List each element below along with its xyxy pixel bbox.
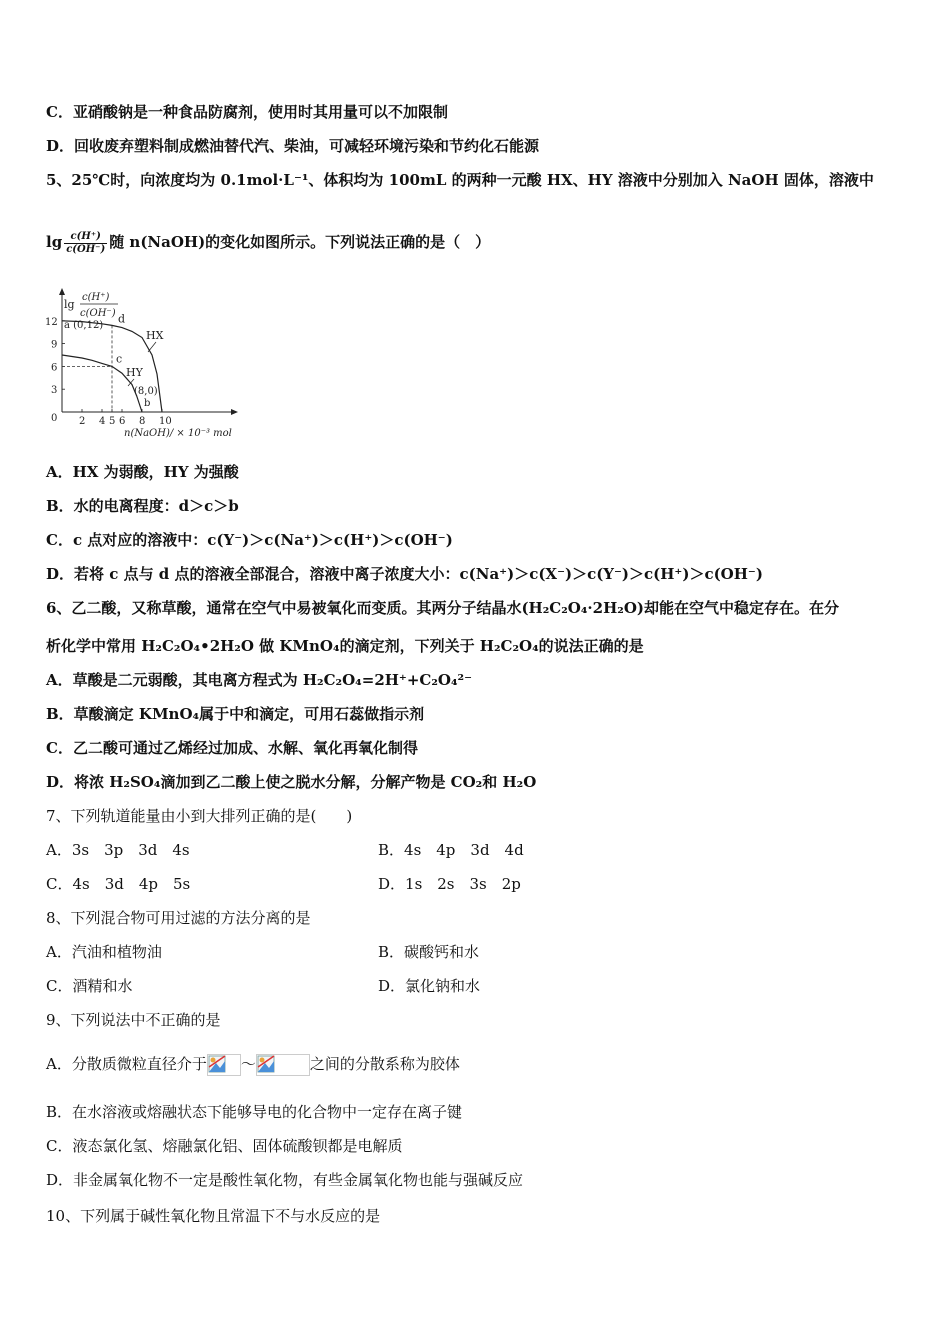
- question-9-stem: 9、下列说法中不正确的是: [46, 1011, 221, 1029]
- q6-option-a: A．草酸是二元弱酸，其电离方程式为 H₂C₂O₄=2H⁺+C₂O₄²⁻: [46, 671, 473, 689]
- titration-chart: [42, 286, 252, 446]
- q6-option-d: D．将浓 H₂SO₄滴加到乙二酸上使之脱水分解，分解产物是 CO₂和 H₂O: [46, 773, 537, 791]
- question-6-stem-cont: 析化学中常用 H₂C₂O₄•2H₂O 做 KMnO₄的滴定剂，下列关于 H₂C₂O₄的说法正确的是: [46, 637, 644, 655]
- y-label-den: c(OH⁻): [80, 308, 116, 319]
- series-label-hx-leader: [148, 342, 156, 352]
- fraction-numerator: c(H⁺): [64, 231, 107, 244]
- q8-option-c: C．酒精和水: [46, 977, 133, 995]
- q9-option-a: [46, 1046, 460, 1082]
- series-label-hy-leader: [128, 379, 134, 386]
- y-tick-label: 6: [51, 362, 58, 374]
- q8-option-a: A．汽油和植物油: [46, 943, 162, 961]
- q9a-prefix: A．分散质微粒直径介于: [46, 1055, 207, 1073]
- point-label-c: c: [116, 352, 123, 366]
- q5-option-b: B．水的电离程度：d＞c＞b: [46, 497, 239, 515]
- q9-option-d: D．非金属氧化物不一定是酸性氧化物，有些金属氧化物也能与强碱反应: [46, 1171, 524, 1189]
- point-label-8-0: (8,0): [134, 386, 158, 397]
- q8-option-d: D．氯化钠和水: [378, 977, 481, 995]
- chart-guides: [62, 325, 112, 412]
- broken-image-icon: [256, 1054, 310, 1076]
- y-tick-label: 12: [45, 316, 58, 328]
- lg-prefix: lg: [46, 233, 63, 251]
- q6-option-b: B．草酸滴定 KMnO₄属于中和滴定，可用石蕊做指示剂: [46, 705, 425, 723]
- q5-option-c: C．c 点对应的溶液中：c(Y⁻)＞c(Na⁺)＞c(H⁺)＞c(OH⁻): [46, 531, 453, 549]
- q5-option-d: D．若将 c 点与 d 点的溶液全部混合，溶液中离子浓度大小：c(Na⁺)＞c(X⁻)＞c(Y⁻)＞c(H⁺)＞c(OH⁻): [46, 565, 763, 583]
- q9-option-c: C．液态氯化氢、熔融氯化铝、固体硫酸钡都是电解质: [46, 1137, 403, 1155]
- q9a-tilde: ～: [240, 1055, 256, 1073]
- stem-suffix: 随 n(NaOH)的变化如图所示。下列说法正确的是（ ）: [109, 233, 491, 251]
- q7-option-b: B．4s 4p 3d 4d: [378, 841, 524, 859]
- y-tick-label: 0: [51, 413, 58, 424]
- question-8-stem: 8、下列混合物可用过滤的方法分离的是: [46, 909, 311, 927]
- y-axis-arrow: [59, 288, 65, 295]
- question-7-stem: 7、下列轨道能量由小到大排列正确的是( ): [46, 807, 353, 825]
- x-tick-label: 8: [139, 416, 146, 427]
- q5-option-a: A．HX 为弱酸，HY 为强酸: [46, 463, 239, 481]
- x-tick-label: 5: [109, 416, 116, 427]
- fraction-denominator: c(OH⁻): [66, 243, 106, 255]
- question-5-stem: 5、25℃时，向浓度均为 0.1mol·L⁻¹、体积均为 100mL 的两种一元酸 HX、HY 溶液中分别加入 NaOH 固体，溶液中: [46, 171, 874, 189]
- q6-option-c: C．乙二酸可通过乙烯经过加成、水解、氧化再氧化制得: [46, 739, 418, 757]
- y-label-num: c(H⁺): [82, 292, 110, 303]
- x-tick-label: 2: [79, 416, 86, 427]
- series-label-hy: HY: [126, 366, 143, 379]
- q7-option-a: A．3s 3p 3d 4s: [46, 841, 190, 859]
- x-axis-arrow: [231, 409, 238, 415]
- q7-option-c: C．4s 3d 4p 5s: [46, 875, 191, 893]
- x-axis-label: n(NaOH)/ × 10⁻³ mol: [124, 428, 232, 439]
- question-5-stem-cont: [46, 224, 490, 260]
- q9a-suffix: 之间的分散系称为胶体: [309, 1055, 460, 1073]
- y-tick-label: 9: [51, 339, 58, 351]
- question-10-stem: 10、下列属于碱性氧化物且常温下不与水反应的是: [46, 1207, 381, 1225]
- y-axis-label: [64, 292, 118, 319]
- x-tick-label: 10: [159, 416, 172, 427]
- option-d-line: D．回收废弃塑料制成燃油替代汽、柴油，可减轻环境污染和节约化石能源: [46, 137, 540, 155]
- y-label-prefix: lg: [64, 298, 75, 311]
- point-label-b: b: [144, 398, 151, 409]
- q9-option-b: B．在水溶液或熔融状态下能够导电的化合物中一定存在离子键: [46, 1103, 463, 1121]
- series-label-hx: HX: [146, 329, 164, 342]
- point-label-d: d: [118, 312, 126, 326]
- x-tick-label: 6: [119, 416, 126, 427]
- q7-option-d: D．1s 2s 3s 2p: [378, 875, 521, 893]
- x-tick-label: 4: [99, 416, 106, 427]
- ratio-fraction: [64, 231, 107, 256]
- point-label-a: a (0,12): [64, 320, 104, 331]
- question-6-stem: 6、乙二酸，又称草酸，通常在空气中易被氧化而变质。其两分子结晶水(H₂C₂O₄·2H₂O)却能在空气中稳定存在。在分: [46, 599, 839, 617]
- q8-option-b: B．碳酸钙和水: [378, 943, 480, 961]
- broken-image-icon: [207, 1054, 241, 1076]
- y-tick-label: 3: [51, 385, 58, 397]
- chart-points: [64, 312, 158, 409]
- option-c-line: C．亚硝酸钠是一种食品防腐剂，使用时其用量可以不加限制: [46, 103, 448, 121]
